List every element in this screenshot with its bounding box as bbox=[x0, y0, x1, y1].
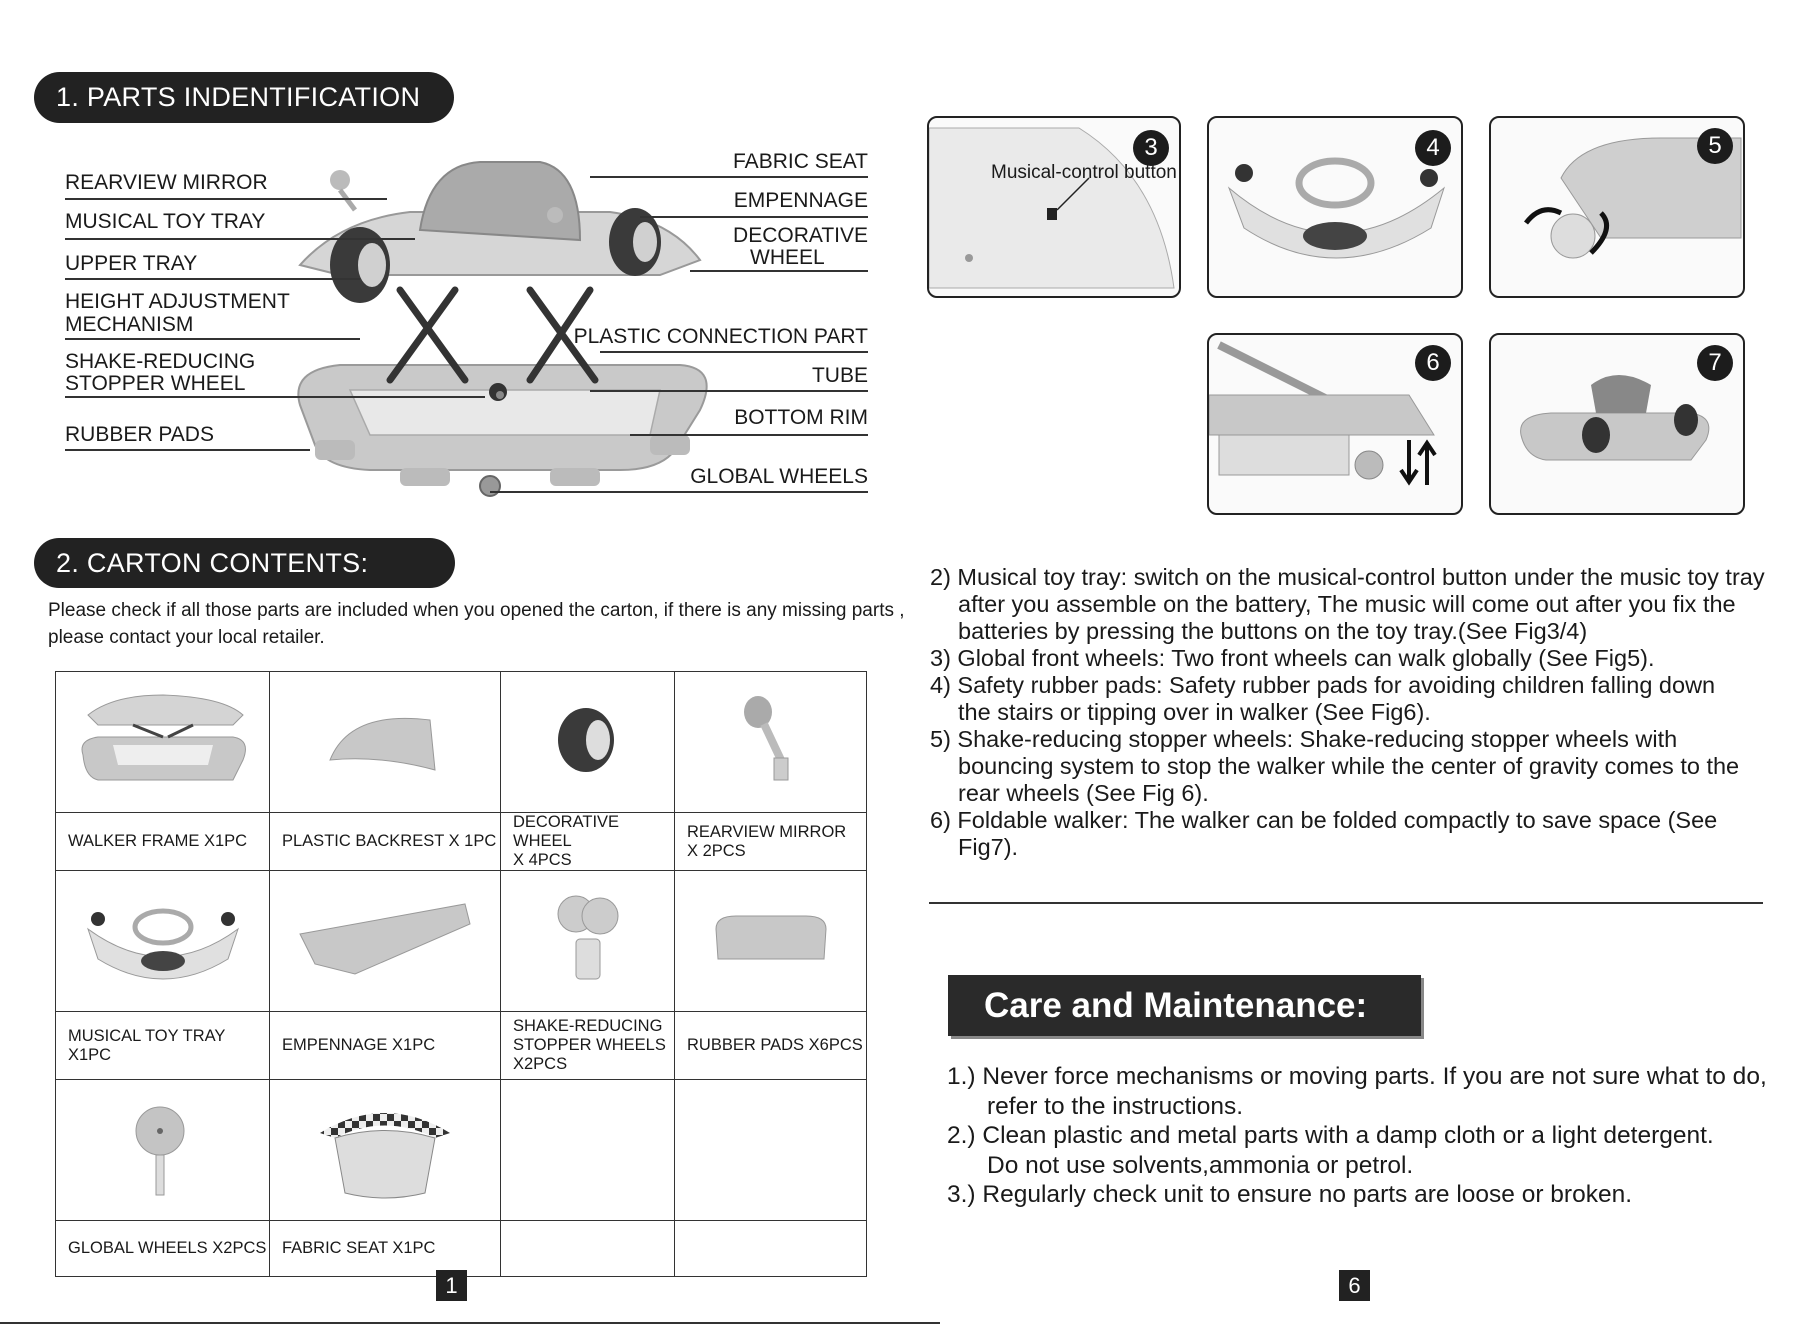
leader-line bbox=[630, 434, 868, 436]
part-image-cell bbox=[56, 672, 270, 813]
figure-5 bbox=[1489, 116, 1745, 298]
figure-4-number: 4 bbox=[1415, 130, 1451, 166]
instruction-line: 2) Musical toy tray: switch on the musical-control button under the music toy tray bbox=[930, 564, 1765, 590]
care-list bbox=[947, 1062, 1787, 1210]
label-rearview-mirror: REARVIEW MIRROR bbox=[65, 171, 268, 194]
leader-line bbox=[65, 198, 387, 200]
figure-6 bbox=[1207, 333, 1463, 515]
part-image-cell bbox=[56, 1080, 270, 1221]
bottom-rule bbox=[0, 1322, 940, 1324]
part-caption bbox=[675, 813, 867, 871]
part-image-cell bbox=[270, 871, 501, 1012]
leader-line bbox=[65, 278, 360, 280]
part-image-cell bbox=[675, 672, 867, 813]
label-decorative: DECORATIVE bbox=[733, 224, 868, 247]
leader-line bbox=[600, 351, 868, 353]
care-item: 3.) Regularly check unit to ensure no parts are loose or broken. bbox=[947, 1181, 1633, 1208]
part-label: WALKER FRAME X1PC bbox=[68, 832, 248, 850]
leader-line bbox=[65, 396, 485, 398]
label-fabric-seat: FABRIC SEAT bbox=[733, 150, 868, 173]
part-image-cell bbox=[501, 871, 675, 1012]
part-label: RUBBER PADS X6PCS bbox=[687, 1036, 863, 1054]
label-shake-reducing: SHAKE-REDUCING bbox=[65, 350, 256, 373]
label-plastic-connection-part: PLASTIC CONNECTION PART bbox=[573, 325, 868, 348]
part-image-cell bbox=[270, 672, 501, 813]
figure-7 bbox=[1489, 333, 1745, 515]
part-caption bbox=[56, 813, 270, 871]
figure-7-number: 7 bbox=[1697, 345, 1733, 381]
care-title bbox=[948, 975, 1421, 1036]
part-caption bbox=[270, 813, 501, 871]
page-number-left bbox=[436, 1270, 467, 1301]
table-row bbox=[56, 871, 867, 1012]
label-wheel: WHEEL bbox=[750, 246, 825, 269]
empennage-image bbox=[295, 894, 475, 984]
figure-3-number: 3 bbox=[1133, 130, 1169, 166]
part-image-cell bbox=[56, 871, 270, 1012]
part-label: MUSICAL TOY TRAY X1PC bbox=[68, 1026, 226, 1064]
leader-line bbox=[640, 216, 868, 218]
parts-table bbox=[55, 671, 867, 1277]
instruction-line: rear wheels (See Fig 6). bbox=[958, 780, 1209, 806]
musical-toy-tray-image bbox=[78, 889, 248, 989]
leader-line bbox=[490, 491, 868, 493]
instructions-list bbox=[930, 564, 1790, 861]
label-stopper-wheel: STOPPER WHEEL bbox=[65, 372, 246, 395]
section2-title bbox=[34, 538, 455, 588]
carton-note-line2: please contact your local retailer. bbox=[48, 627, 325, 648]
part-label: GLOBAL WHEELS X2PCS bbox=[68, 1239, 267, 1257]
table-row bbox=[56, 1012, 867, 1080]
instruction-line: bouncing system to stop the walker while the center of gravity comes to the bbox=[958, 753, 1740, 779]
instruction-line: 4) Safety rubber pads: Safety rubber pads for avoiding children falling down bbox=[930, 672, 1716, 698]
page-number-text: 6 bbox=[1348, 1272, 1361, 1298]
part-caption bbox=[56, 1012, 270, 1080]
empty-cell bbox=[675, 1080, 867, 1221]
part-label: SHAKE-REDUCING bbox=[513, 1017, 663, 1035]
rubber-pad-image bbox=[706, 904, 836, 974]
part-quantity: X 2PCS bbox=[687, 841, 746, 860]
leader-line bbox=[65, 449, 310, 451]
part-caption bbox=[675, 1012, 867, 1080]
label-bottom-rim: BOTTOM RIM bbox=[734, 406, 868, 429]
figure-4 bbox=[1207, 116, 1463, 298]
part-label: REARVIEW MIRROR bbox=[687, 822, 847, 841]
part-label: DECORATIVE WHEEL bbox=[513, 813, 620, 850]
instruction-line: 6) Foldable walker: The walker can be folded compactly to save space (See bbox=[930, 807, 1718, 833]
part-image-cell bbox=[501, 672, 675, 813]
page-number-text: 1 bbox=[445, 1272, 458, 1298]
care-item: 2.) Clean plastic and metal parts with a damp cloth or a light detergent. bbox=[947, 1122, 1714, 1149]
fabric-seat-image bbox=[310, 1093, 460, 1203]
label-mechanism: MECHANISM bbox=[65, 313, 194, 336]
figure-5-number: 5 bbox=[1697, 128, 1733, 164]
part-caption bbox=[270, 1012, 501, 1080]
part-image-cell bbox=[270, 1080, 501, 1221]
page-number-right bbox=[1339, 1270, 1370, 1301]
care-item: refer to the instructions. bbox=[987, 1092, 1244, 1120]
part-quantity: X2PCS bbox=[513, 1055, 568, 1073]
label-empennage: EMPENNAGE bbox=[733, 189, 868, 212]
plastic-backrest-image bbox=[320, 700, 450, 780]
figure-3 bbox=[927, 116, 1181, 298]
global-wheel-image bbox=[128, 1093, 198, 1203]
table-row bbox=[56, 1221, 867, 1277]
part-caption bbox=[501, 1012, 675, 1080]
part-caption bbox=[56, 1221, 270, 1277]
leader-line bbox=[65, 338, 360, 340]
part-caption bbox=[270, 1221, 501, 1277]
instruction-line: 3) Global front wheels: Two front wheels can walk globally (See Fig5). bbox=[930, 645, 1655, 671]
table-row bbox=[56, 672, 867, 813]
leader-line bbox=[690, 270, 868, 272]
decorative-wheel-image bbox=[548, 700, 628, 780]
part-label: PLASTIC BACKREST X 1PC bbox=[282, 832, 497, 850]
table-row bbox=[56, 1080, 867, 1221]
instruction-line: batteries by pressing the buttons on the toy tray.(See Fig3/4) bbox=[958, 618, 1588, 644]
label-musical-toy-tray: MUSICAL TOY TRAY bbox=[65, 210, 266, 233]
instruction-line: Fig7). bbox=[958, 834, 1019, 860]
leader-line bbox=[590, 390, 868, 392]
carton-note-line1: Please check if all those parts are included when you opened the carton, if there is any missing parts , bbox=[48, 600, 905, 621]
leader-line bbox=[590, 176, 868, 178]
empty-cell bbox=[501, 1221, 675, 1277]
part-image-cell bbox=[675, 871, 867, 1012]
table-row bbox=[56, 813, 867, 871]
part-label: FABRIC SEAT X1PC bbox=[282, 1239, 436, 1257]
part-quantity: X 4PCS bbox=[513, 851, 572, 869]
label-height-adjustment: HEIGHT ADJUSTMENT bbox=[65, 290, 290, 313]
part-label-continued: STOPPER WHEELS bbox=[513, 1036, 666, 1054]
section1-title bbox=[34, 72, 454, 123]
care-item: 1.) Never force mechanisms or moving parts. If you are not sure what to do, bbox=[947, 1063, 1767, 1090]
section2-title-text: 2. CARTON CONTENTS: bbox=[56, 547, 369, 578]
label-upper-tray: UPPER TRAY bbox=[65, 252, 198, 275]
divider bbox=[929, 902, 1763, 904]
rearview-mirror-image bbox=[736, 690, 806, 790]
part-label: EMPENNAGE X1PC bbox=[282, 1036, 436, 1054]
empty-cell bbox=[501, 1080, 675, 1221]
figure-3-caption: Musical-control button bbox=[991, 162, 1177, 183]
instruction-line: after you assemble on the battery, The music will come out after you fix the bbox=[958, 591, 1736, 617]
care-title-text: Care and Maintenance: bbox=[984, 985, 1368, 1025]
instruction-line: the stairs or tipping over in walker (See Fig6). bbox=[958, 699, 1431, 725]
instruction-line: 5) Shake-reducing stopper wheels: Shake-reducing stopper wheels with bbox=[930, 726, 1678, 752]
section1-title-text: 1. PARTS INDENTIFICATION bbox=[56, 82, 421, 112]
part-caption bbox=[501, 813, 675, 871]
stopper-wheels-image bbox=[548, 884, 628, 994]
care-item: Do not use solvents,ammonia or petrol. bbox=[987, 1151, 1414, 1179]
walker-frame-image bbox=[73, 685, 253, 795]
label-rubber-pads: RUBBER PADS bbox=[65, 423, 214, 446]
label-global-wheels: GLOBAL WHEELS bbox=[690, 465, 868, 488]
figure-6-number: 6 bbox=[1415, 345, 1451, 381]
label-tube: TUBE bbox=[811, 364, 868, 387]
empty-cell bbox=[675, 1221, 867, 1277]
leader-line bbox=[65, 238, 415, 240]
